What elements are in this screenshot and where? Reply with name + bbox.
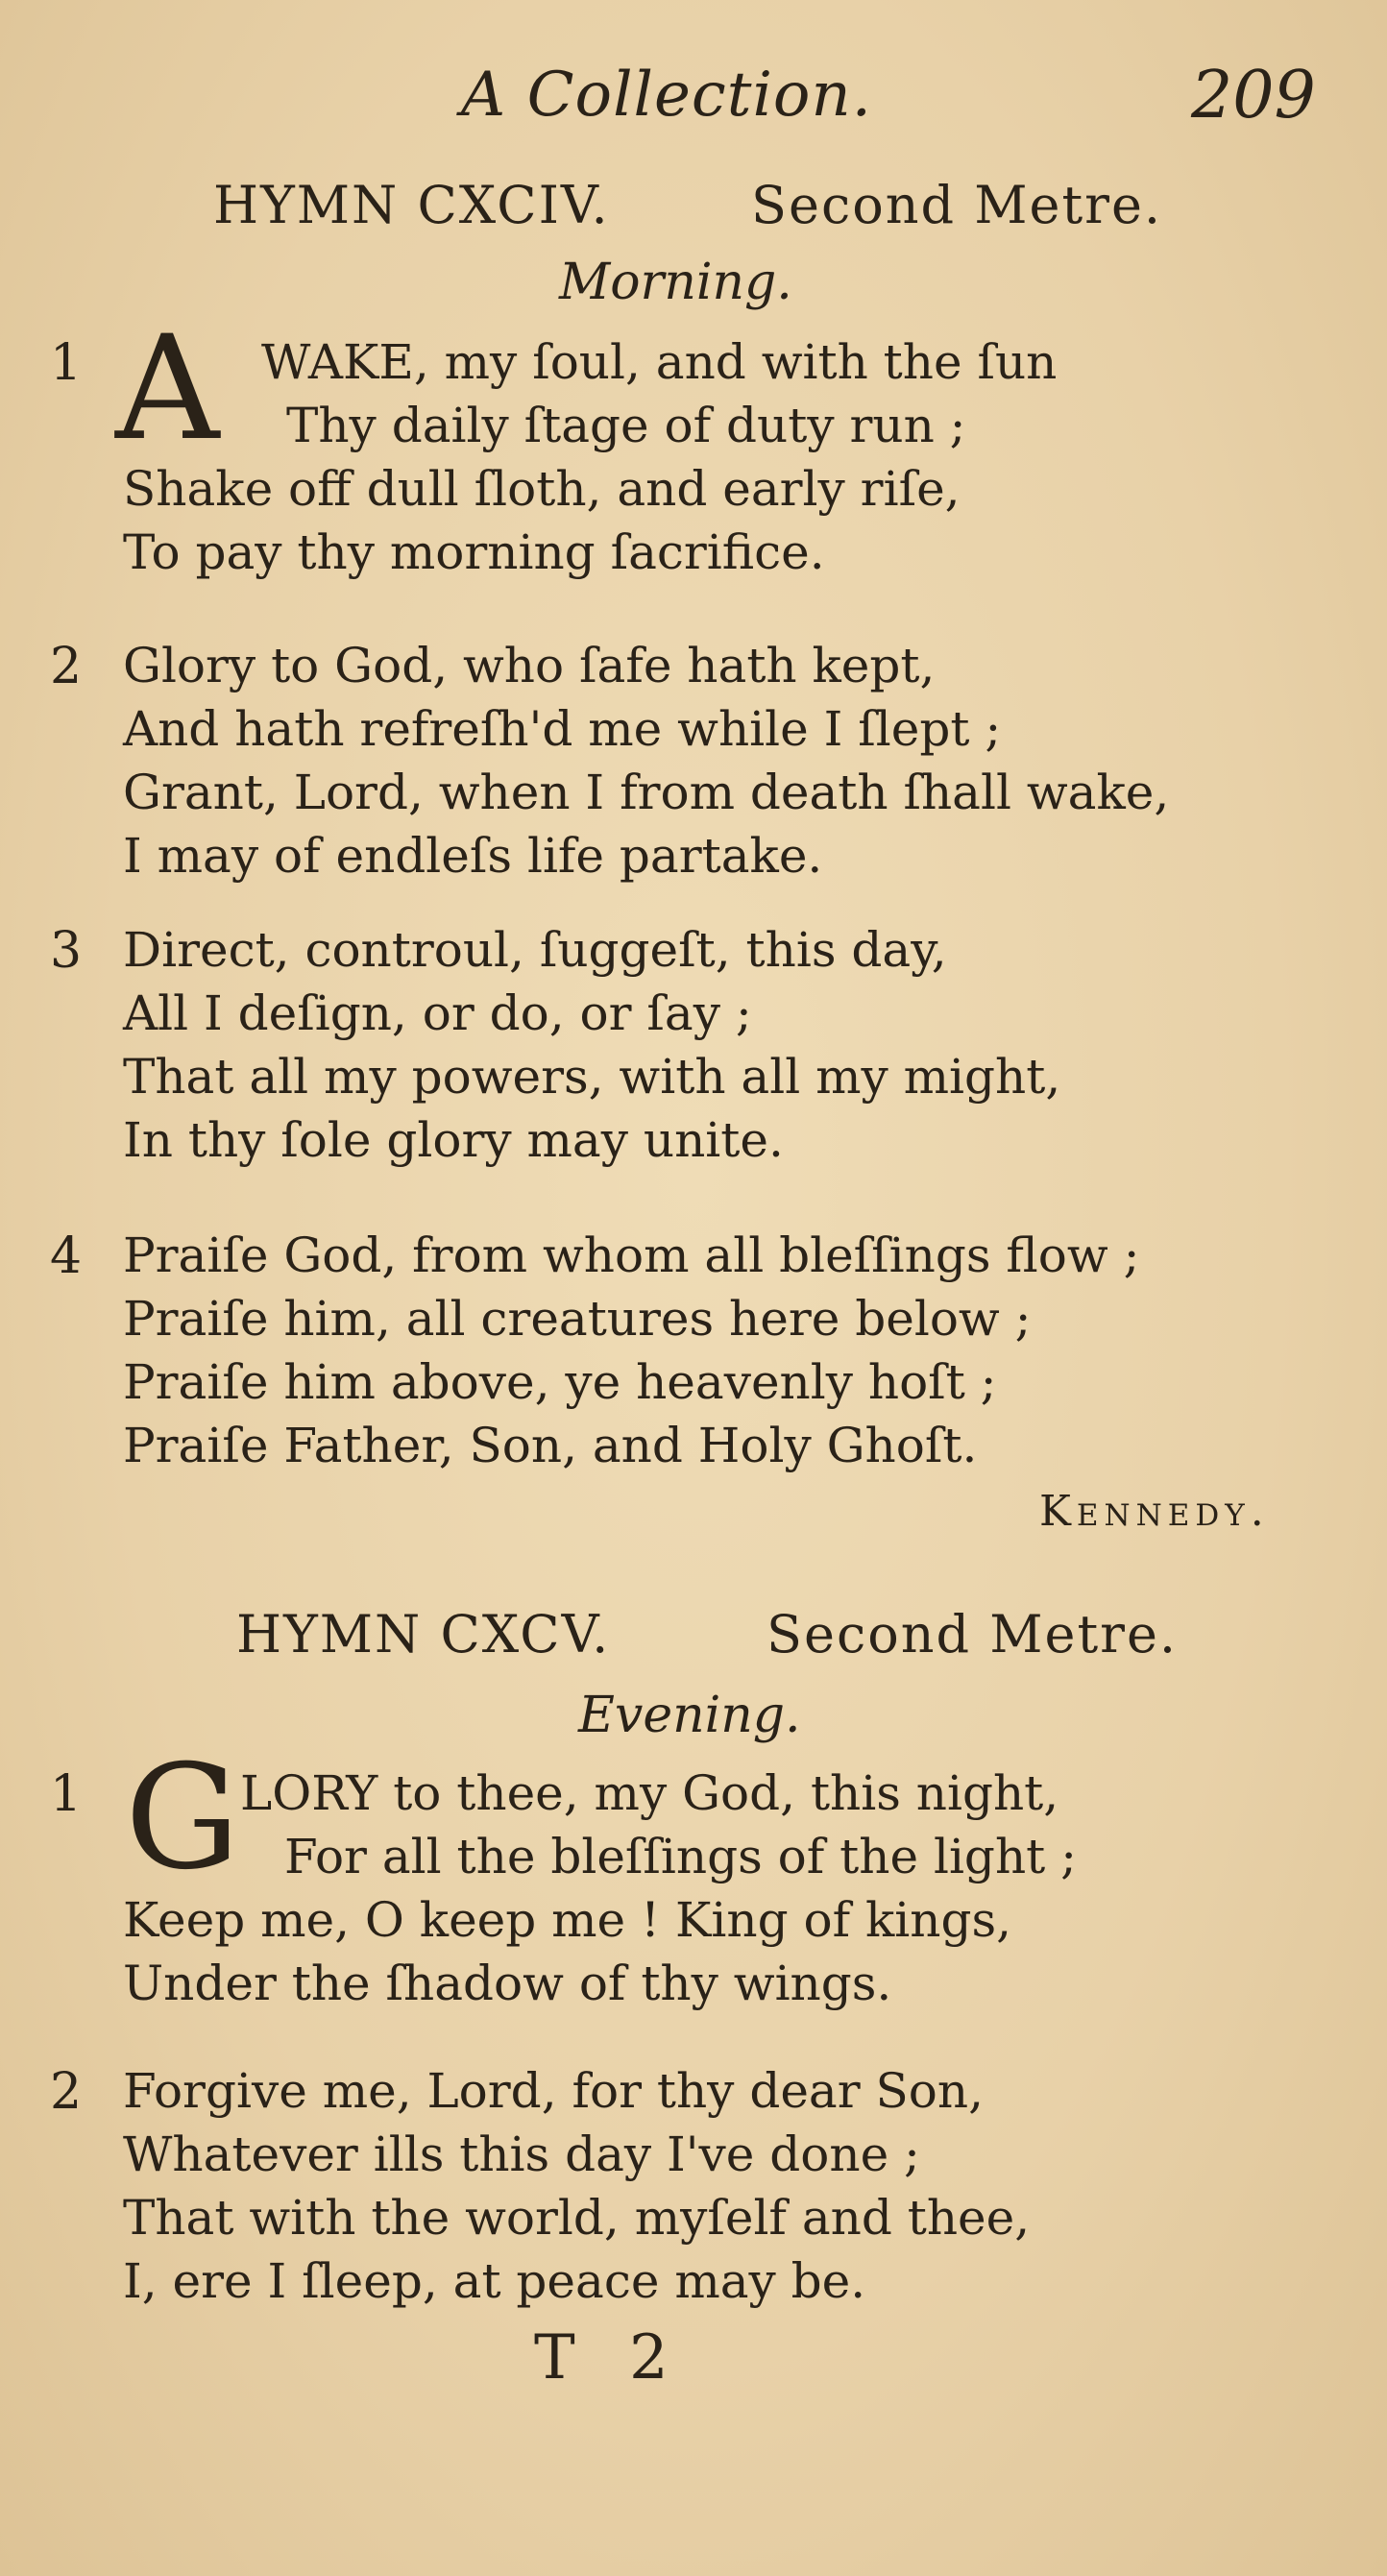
verse-line: Praiſe him above, ye heavenly hoſt ;: [123, 1354, 997, 1410]
hymn-1-attribution: Kennedy.: [1039, 1487, 1270, 1536]
verse-line: Shake off dull ſloth, and early riſe,: [123, 461, 961, 517]
verse-line: And hath refreſh'd me while I ſlept ;: [123, 701, 1002, 757]
verse-line: All I deſign, or do, or ſay ;: [123, 985, 752, 1041]
verse-number: 1: [50, 334, 83, 392]
verse-line: Under the ſhadow of thy wings.: [123, 1956, 892, 2011]
verse-line: Praiſe Father, Son, and Holy Ghoſt.: [123, 1418, 978, 1473]
hymn-1-subtitle: Morning.: [559, 254, 792, 311]
verse-line: In thy ſole glory may unite.: [123, 1112, 784, 1168]
verse-number: 3: [50, 922, 83, 980]
verse-line: Praiſe him, all creatures here below ;: [123, 1291, 1032, 1347]
verse-line: Praiſe God, from whom all bleſſings flow ;: [123, 1227, 1140, 1283]
hymn-2-dropcap: G: [125, 1735, 240, 1902]
verse-line: For all the bleſſings of the light ;: [284, 1829, 1077, 1884]
verse-line: Grant, Lord, when I from death ſhall wake,: [123, 765, 1170, 820]
verse-line: LORY to thee, my God, this night,: [240, 1765, 1059, 1821]
verse-number: 4: [50, 1227, 83, 1285]
verse-number: 2: [50, 2063, 83, 2121]
verse-line: Glory to God, who ſafe hath kept,: [123, 638, 936, 693]
verse-number: 1: [50, 1765, 83, 1823]
verse-line: To pay thy morning ſacrifice.: [123, 524, 825, 580]
verse-line: I, ere I ſleep, at peace may be.: [123, 2253, 866, 2309]
hymn-2-subtitle: Evening.: [578, 1687, 801, 1744]
verse-number: 2: [50, 638, 83, 695]
signature-mark: T 2: [534, 2322, 686, 2394]
verse-line: Direct, controul, ſuggeſt, this day,: [123, 922, 947, 978]
verse-line: Whatever ills this day I've done ;: [123, 2126, 920, 2182]
hymn-2-metre: Second Metre.: [766, 1604, 1179, 1665]
page-number: 209: [1191, 58, 1316, 134]
verse-line: That with the world, myſelf and thee,: [123, 2190, 1031, 2246]
verse-line: Forgive me, Lord, for thy dear Son,: [123, 2063, 984, 2119]
verse-line: Keep me, O keep me ! King of kings,: [123, 1892, 1012, 1948]
verse-line: I may of endleſs life partake.: [123, 828, 823, 884]
verse-line: WAKE, my ſoul, and with the ſun: [261, 334, 1058, 390]
hymn-2-title: HYMN CXCV.: [236, 1604, 611, 1665]
hymn-1-metre: Second Metre.: [751, 175, 1163, 235]
verse-line: That all my powers, with all my might,: [123, 1049, 1061, 1105]
hymn-1-title: HYMN CXCIV.: [213, 175, 610, 235]
running-header-title: A Collection.: [461, 60, 872, 131]
hymn-1-dropcap: A: [115, 305, 220, 473]
verse-line: Thy daily ſtage of duty run ;: [286, 398, 966, 453]
